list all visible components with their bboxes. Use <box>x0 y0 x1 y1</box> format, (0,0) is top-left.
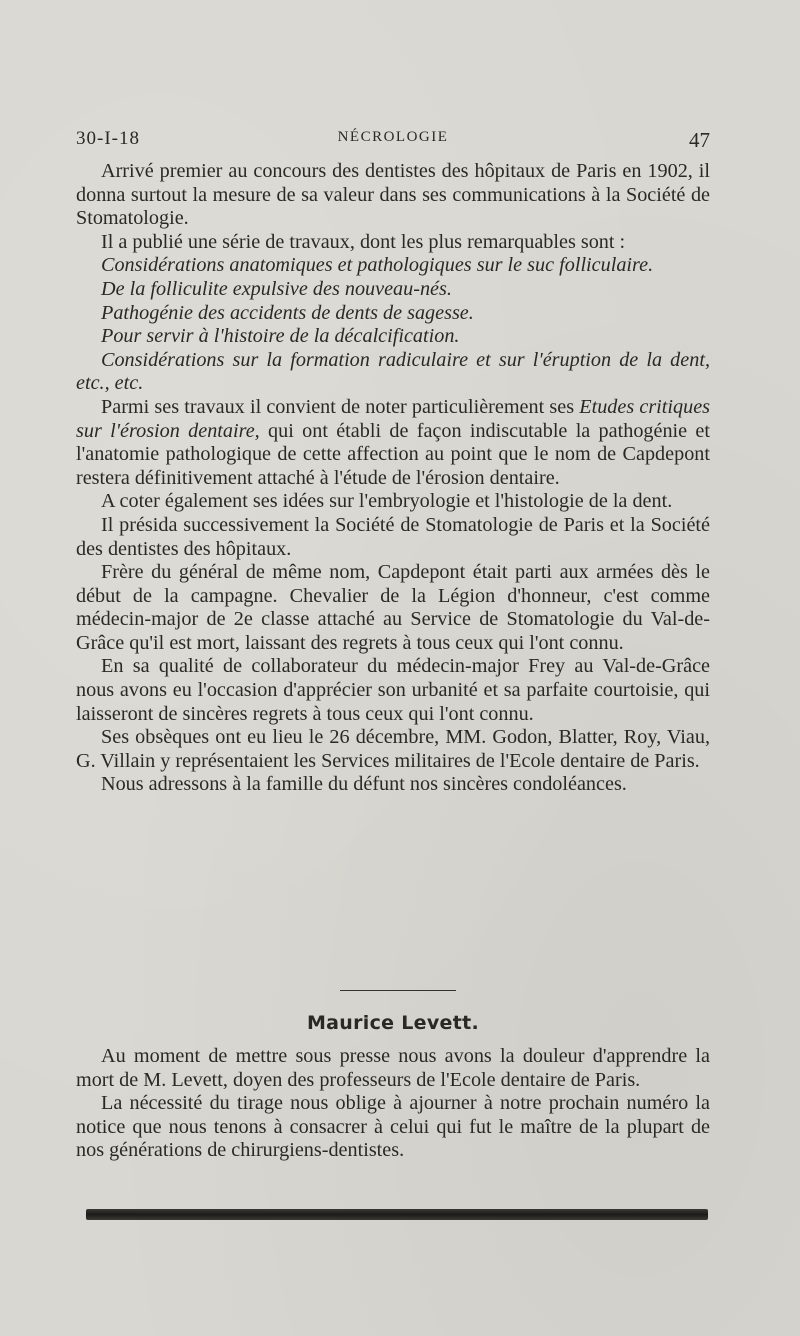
header-date: 30-I-18 <box>76 128 140 149</box>
paragraph-presidency: Il présida successivement la Société de Stomatologie de Paris et la Société des dentistes des hôpitaux. <box>76 513 710 560</box>
work-title-4: Pour servir à l'histoire de la décalcification. <box>101 325 460 348</box>
paragraph-funeral: Ses obsèques ont eu lieu le 26 décembre, MM. Godon, Blatter, Roy, Viau, G. Villain y représentaient les Services militaires de l'Ecole dentaire de Paris. <box>76 726 710 772</box>
paragraph-erosion <box>76 396 710 490</box>
work-title-5: Considérations sur la formation radiculaire et sur l'éruption de la dent, etc., etc. <box>76 348 710 395</box>
obituary-capdepont <box>76 160 710 797</box>
paragraph-val-de-grace: En sa qualité de collaborateur du médecin-major Frey au Val-de-Grâce nous avons eu l'occasion d'apprécier son urbanité et sa parfaite courtoisie, qui laisseront de sincères regrets à tous ceux qui l'ont connu. <box>76 655 710 725</box>
levett-paragraph-1: Au moment de mettre sous presse nous avons la douleur d'apprendre la mort de M. Levett, doyen des professeurs de l'Ecole dentaire de Paris. <box>76 1045 710 1091</box>
levett-paragraph-2: La nécessité du tirage nous oblige à ajourner à notre prochain numéro la notice que nous tenons à consacrer à celui qui fut le maître de la plupart de nos générations de chirurgiens-dentistes. <box>76 1092 710 1162</box>
paragraph-condolences: Nous adressons à la famille du défunt nos sincères condoléances. <box>101 773 627 796</box>
work-title-2: De la folliculite expulsive des nouveau-nés. <box>101 277 452 300</box>
paragraph-war: Frère du général de même nom, Capdepont était parti aux armées dès le début de la campagne. Chevalier de la Légion d'honneur, c'est comme médecin-major de 2e classe attaché au Service de Stomatologie du Val-de-Grâce qu'il est mort, laissant des regrets à tous ceux qui l'ont connu. <box>76 561 710 654</box>
erosion-after: qui ont établi de façon indiscutable la pathogénie et l'anatomie pathologique de cette affection au point que le nom de Capdepont restera définitivement attaché à l'étude de l'érosion dentaire. <box>76 419 710 489</box>
paragraph-1: Arrivé premier au concours des dentistes des hôpitaux de Paris en 1902, il donna surtout la mesure de sa valeur dans ses communications à la Société de Stomatologie. <box>76 160 710 230</box>
section-title-levett: Maurice Levett. <box>306 1012 480 1034</box>
running-header <box>76 126 710 154</box>
page-number: 47 <box>689 128 710 152</box>
footer-rule <box>86 1209 708 1220</box>
work-title-1: Considérations anatomiques et pathologiques sur le suc folliculaire. <box>101 254 654 277</box>
paragraph-embryology: A coter également ses idées sur l'embryologie et l'histologie de la dent. <box>101 490 673 513</box>
header-section: NÉCROLOGIE <box>337 129 449 145</box>
work-title-3: Pathogénie des accidents de dents de sagesse. <box>101 301 474 324</box>
erosion-before: Parmi ses travaux il convient de noter particulièrement ses <box>101 395 575 418</box>
erosion-title: Etudes critiques sur l'érosion dentaire, <box>76 395 711 442</box>
paragraph-2: Il a publié une série de travaux, dont les plus remarquables sont : <box>101 230 626 253</box>
section-divider <box>340 990 456 991</box>
obituary-levett <box>76 1045 710 1163</box>
